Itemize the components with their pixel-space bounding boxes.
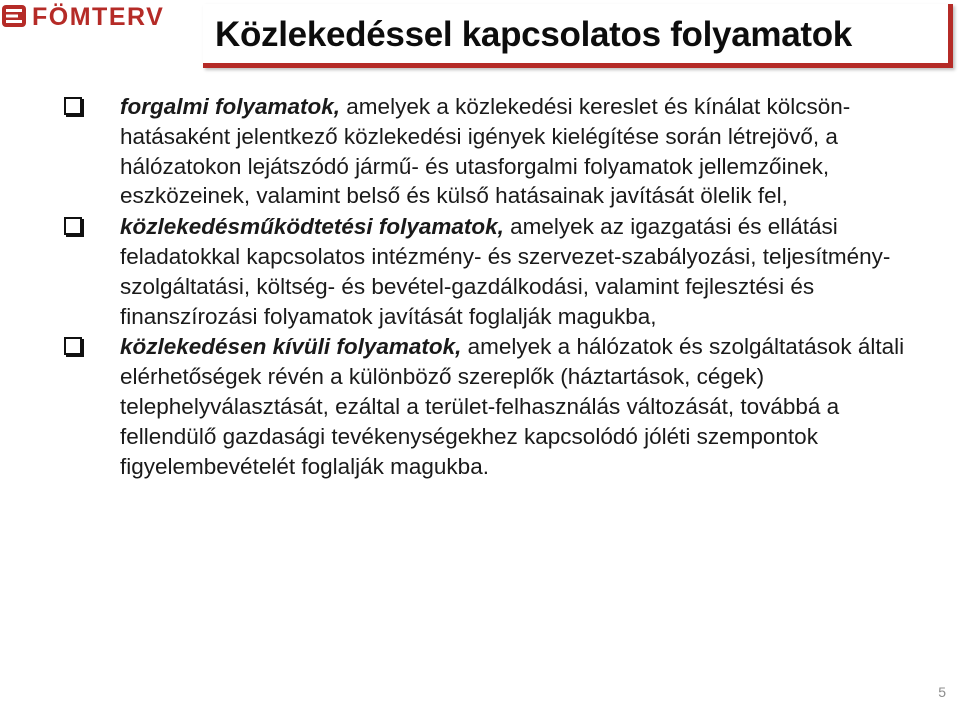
checkbox-icon — [64, 337, 82, 355]
checkbox-icon — [64, 97, 82, 115]
bullet-term: forgalmi folyamatok, — [120, 94, 341, 119]
list-item — [64, 332, 914, 481]
list-item — [64, 92, 914, 211]
bullet-text: amelyek a hálózatok és szolgáltatások általi elérhetőségek révén a különböző szereplők (háztartások, cégek) telephelyválasztását, ezáltal a terület-felhasználás változását, továbbá a fellendülő gazdasági tevékenységekhez kapcsolódó jóléti szempontok figyelembevételét foglalják magukba. — [120, 334, 905, 479]
title-box — [203, 4, 953, 68]
bullet-text: amelyek a közlekedési kereslet és kínálat kölcsön-hatásaként jelentkező közlekedési igények kielégítése során létrejövő, a hálózatokon lejátszódó jármű- és utasforgalmi folyamatok jellemzőinek, eszközeinek, valamint belső és külső hatásainak javítását ölelik fel, — [120, 94, 851, 209]
logo-text: FÖMTERV — [32, 3, 165, 30]
slide-number: 5 — [938, 684, 946, 700]
logo — [2, 2, 198, 30]
list-item — [64, 212, 914, 331]
checkbox-icon — [64, 217, 82, 235]
fomterv-logo-icon — [2, 2, 198, 30]
bullet-term: közlekedésen kívüli folyamatok, — [120, 334, 462, 360]
bullet-term: közlekedésműködtetési folyamatok, — [120, 214, 504, 240]
bullet-text: amelyek az igazgatási és ellátási feladatokkal kapcsolatos intézmény- és szervezet-szabályozási, teljesítmény-szolgáltatási, költség- és bevétel-gazdálkodási, valamint fejlesztési és finanszírozási folyamatok javítását foglalják magukba, — [120, 214, 891, 329]
bullet-list — [64, 92, 914, 481]
page-title: Közlekedéssel kapcsolatos folyamatok — [215, 15, 852, 54]
